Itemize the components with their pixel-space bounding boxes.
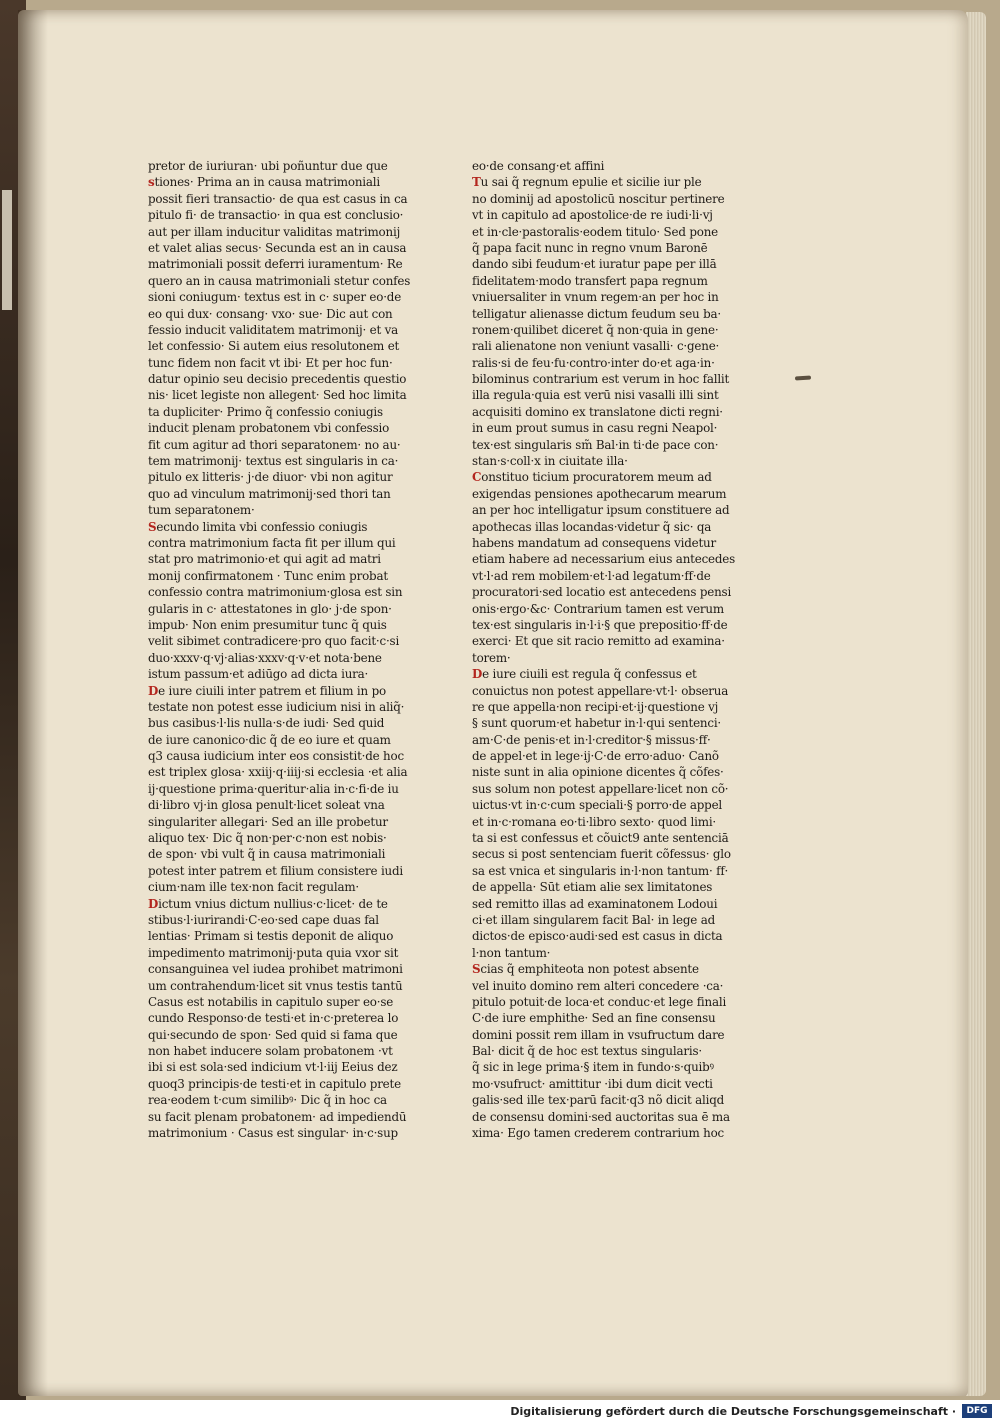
text-line: tem matrimonij· textus est singularis in ca·: [148, 454, 399, 469]
text-line: bus casibus·l·lis nulla·s·de iudi· Sed quid: [148, 716, 385, 731]
text-line: matrimoniali possit deferri iuramentum· Re: [148, 257, 403, 272]
text-line: fessio inducit validitatem matrimonij· et va: [148, 322, 399, 337]
text-line: nis· licet legiste non allegent· Sed hoc limita: [148, 388, 407, 403]
text-line: stibus·l·iurirandi·C·eo·sed cape duas fal: [148, 912, 379, 927]
text-line: ralis·si de feu·fu·contro·inter do·et aga·in·: [472, 355, 715, 370]
text-line: tum separatonem·: [148, 503, 255, 518]
text-line: istum passum·et adiūgo ad dicta iura·: [148, 667, 369, 682]
text-line: eo·de consang·et affini: [472, 159, 605, 173]
text-line: [472, 469, 737, 485]
text-line: fidelitatem·modo transfert papa regnum: [472, 273, 708, 288]
text-line: niste sunt in alia opinione dicentes q̃ cõfes·: [472, 765, 724, 780]
text-line: sioni coniugum· textus est in c· super eo·de: [148, 290, 402, 305]
text-line: stat pro matrimonio·et qui agit ad matri: [148, 552, 381, 567]
right-text-column: [472, 158, 737, 1141]
text-line: acquisiti domino ex translatone dicti regni·: [472, 404, 723, 419]
text-line: xima· Ego tamen crederem contrarium hoc: [472, 1126, 724, 1141]
text-line: de consensu domini·sed auctoritas sua ē ma: [472, 1109, 730, 1124]
dfg-logo: DFG: [962, 1404, 992, 1418]
text-line: potest inter patrem et filium consistere iudi: [148, 863, 404, 878]
text-line: illa regula·quia est verū nisi vasalli illi sint: [472, 388, 719, 403]
text-line: quero an in causa matrimoniali stetur confes: [148, 273, 411, 288]
text-line: qui·secundo de spon· Sed quid si fama que: [148, 1027, 398, 1042]
text-line: et in·cle·pastoralis·eodem titulo· Sed pone: [472, 224, 718, 239]
text-line: tex·est singularis sm̃ Bal·in ti·de pace con·: [472, 437, 719, 452]
text-line: stan·s·coll·x in ciuitate illa·: [472, 454, 628, 469]
text-line: habens mandatum ad consequens videtur: [472, 535, 716, 550]
text-line: exerci· Et que sit racio remitto ad examina·: [472, 634, 725, 649]
rubric-initial: S: [472, 962, 481, 977]
text-line: singulariter allegari· Sed an ille probetur: [148, 814, 388, 829]
rubric-initial: D: [148, 896, 159, 911]
text-line: testate non potest esse iudicium nisi in aliq̃·: [148, 699, 405, 714]
line-text: cias q̃ emphiteota non potest absente: [480, 962, 699, 977]
text-line: gularis in c· attestatones in glo· j·de spon·: [148, 601, 392, 616]
text-line: torem·: [472, 650, 511, 665]
text-line: lentias· Primam si testis deponit de aliquo: [148, 929, 394, 944]
text-line: mo·vsufruct· amittitur ·ibi dum dicit vecti: [472, 1076, 713, 1091]
text-line: etiam habere ad necessarium eius antecedes: [472, 552, 736, 567]
page-edges: [966, 12, 986, 1396]
text-line: apothecas illas locandas·videtur q̃ sic· qa: [472, 519, 712, 534]
text-line: q̃ papa facit nunc in regno vnum Baronē: [472, 240, 708, 255]
text-line: q3 causa iudicium inter eos consistit·de hoc: [148, 749, 404, 764]
text-line: procuratori·sed locatio est antecedens pensi: [472, 585, 732, 600]
text-line: let confessio· Si autem eius resolutonem et: [148, 339, 400, 354]
text-line: am·C·de penis·et in·l·creditor·§ missus·ff·: [472, 732, 711, 747]
text-line: confessio contra matrimonium·glosa est sin: [148, 585, 403, 600]
text-line: non habet inducere solam probatonem ·vt: [148, 1044, 393, 1059]
rubric-initial: S: [148, 519, 157, 534]
text-line: galis·sed ille tex·parū facit·q3 nõ dicit aliqd: [472, 1093, 725, 1108]
text-line: no dominij ad apostolicū noscitur pertinere: [472, 191, 725, 206]
text-line: contra matrimonium facta fit per illum qui: [148, 535, 396, 550]
text-line: eo qui dux· consang· vxo· sue· Dic aut con: [148, 306, 393, 321]
text-line: di·libro vj·in glosa penult·licet soleat vna: [148, 798, 385, 813]
text-line: uictus·vt in·c·cum speciali·§ porro·de appel: [472, 798, 723, 813]
rubric-initial: C: [472, 470, 482, 485]
text-line: onis·ergo·&c· Contrarium tamen est verum: [472, 601, 724, 616]
text-line: rali alienatone non veniunt vasalli· c·gene·: [472, 339, 720, 354]
text-line: tunc fidem non facit vt ibi· Et per hoc fun·: [148, 355, 393, 370]
text-line: re que appella·non recipi·et·ij·questione vj: [472, 699, 719, 714]
text-line: domini possit rem illam in vsufructum dare: [472, 1027, 725, 1042]
binding-label: [2, 190, 12, 310]
text-line: cundo Responso·de testi·et in·c·preterea lo: [148, 1011, 399, 1026]
text-line: [148, 896, 413, 912]
text-line: pretor de iuriuran· ubi poñuntur due que: [148, 159, 388, 173]
line-text: ecundo limita vbi confessio coniugis: [156, 519, 368, 534]
text-line: monij confirmatonem · Tunc enim probat: [148, 568, 388, 583]
text-line: aliquo tex· Dic q̃ non·per·c·non est nobis·: [148, 831, 387, 846]
text-line: q̃ sic in lege prima·§ item in fundo·s·quibꝰ: [472, 1060, 714, 1075]
text-line: ta si est confessus et cõuict9 ante sentenciā: [472, 831, 729, 846]
line-text: onstituo ticium procuratorem meum ad: [481, 470, 712, 485]
text-line: et in·c·romana eo·ti·libro sexto· quod limi·: [472, 814, 717, 829]
text-line: su facit plenam probatonem· ad impediendū: [148, 1109, 407, 1124]
text-line: et valet alias secus· Secunda est an in causa: [148, 240, 407, 255]
text-line: dictos·de episco·audi·sed est casus in dicta: [472, 929, 723, 944]
text-line: matrimonium · Casus est singular· in·c·sup: [148, 1126, 398, 1141]
text-line: possit fieri transactio· de qua est casus in ca: [148, 191, 408, 206]
text-line: vel inuito domino rem alteri concedere ·ca·: [472, 978, 724, 993]
text-line: [148, 519, 413, 535]
text-line: an per hoc intelligatur ipsum constituere ad: [472, 503, 730, 518]
text-line: fit cum agitur ad thori separatonem· no au·: [148, 437, 401, 452]
footer-credit: Digitalisierung gefördert durch die Deutsche Forschungsgemeinschaft ·: [510, 1405, 956, 1418]
text-line: [148, 683, 413, 699]
text-line: [148, 174, 413, 190]
line-text: ictum vnius dictum nullius·c·licet· de te: [158, 896, 388, 911]
text-line: ronem·quilibet diceret q̃ non·quia in gene·: [472, 322, 719, 337]
text-line: § sunt quorum·et habetur in·l·qui sentenci·: [472, 716, 722, 731]
text-line: impedimento matrimonij·puta quia vxor sit: [148, 945, 399, 960]
text-line: tex·est singularis in·l·i·§ que prepositio·ff·de: [472, 617, 728, 632]
text-line: C·de iure emphithe· Sed an fine consensu: [472, 1011, 716, 1026]
text-line: duo·xxxv·q·vj·alias·xxxv·q·v·et nota·bene: [148, 650, 382, 665]
text-line: pitulo ex litteris· j·de diuor· vbi non agitur: [148, 470, 393, 485]
text-line: de spon· vbi vult q̃ in causa matrimoniali: [148, 847, 386, 862]
text-line: [472, 961, 737, 977]
text-line: secus si post sentenciam fuerit cõfessus· glo: [472, 847, 731, 862]
line-text: e iure ciuili inter patrem et filium in po: [158, 683, 386, 698]
text-line: telligatur alienasse dictum feudum seu ba·: [472, 306, 721, 321]
text-line: bilominus contrarium est verum in hoc fallit: [472, 372, 730, 387]
text-line: um contrahendum·licet sit vnus testis tantū: [148, 978, 403, 993]
text-line: Casus est notabilis in capitulo super eo·se: [148, 994, 394, 1009]
line-text: e iure ciuili est regula q̃ confessus et: [482, 667, 697, 682]
text-line: de appella· Sūt etiam alie sex limitatones: [472, 880, 713, 895]
text-line: quo ad vinculum matrimonij·sed thori tan: [148, 486, 391, 501]
text-line: vt in capitulo ad apostolice·de re iudi·li·vj: [472, 208, 713, 223]
text-line: de iure canonico·dic q̃ de eo iure et quam: [148, 732, 391, 747]
text-line: sed remitto illas ad examinatonem Lodoui: [472, 896, 718, 911]
text-line: exigendas pensiones apothecarum mearum: [472, 486, 727, 501]
text-line: dando sibi feudum·et iuratur pape per illā: [472, 257, 717, 272]
text-line: ij·questione prima·queritur·alia in·c·fi·de iu: [148, 781, 399, 796]
text-line: consanguinea vel iudea prohibet matrimoni: [148, 962, 403, 977]
text-line: ibi si est sola·sed indicium vt·l·iij Eeius dez: [148, 1060, 398, 1075]
text-line: rea·eodem t·cum similibꝰ· Dic q̃ in hoc ca: [148, 1093, 387, 1108]
spine-shadow: [18, 10, 48, 1396]
text-line: de appel·et in lege·ij·C·de erro·aduo· Canõ: [472, 749, 719, 764]
text-line: [472, 174, 737, 190]
text-line: ci·et illam singularem facit Bal· in lege ad: [472, 912, 715, 927]
text-line: l·non tantum·: [472, 945, 551, 960]
text-line: pitulo potuit·de loca·et conduc·et lege finali: [472, 994, 727, 1009]
text-line: in eum prout sumus in casu regni Neapol·: [472, 421, 718, 436]
text-line: aut per illam inducitur validitas matrimonij: [148, 224, 401, 239]
text-line: ta dupliciter· Primo q̃ confessio coniugis: [148, 404, 383, 419]
line-text: tiones· Prima an in causa matrimoniali: [154, 175, 380, 190]
rubric-initial: s: [148, 175, 155, 190]
text-line: sus solum non potest appellare·licet non cõ·: [472, 781, 729, 796]
text-line: vniuersaliter in vnum regem·an per hoc in: [472, 290, 719, 305]
text-line: velit sibimet contradicere·pro quo facit·c·si: [148, 634, 400, 649]
rubric-initial: T: [472, 175, 481, 190]
text-line: est triplex glosa· xxiij·q·iiij·si ecclesia ·et alia: [148, 765, 408, 780]
text-line: conuictus non potest appellare·vt·l· obserua: [472, 683, 729, 698]
text-line: Bal· dicit q̃ de hoc est textus singularis·: [472, 1044, 702, 1059]
text-line: datur opinio seu decisio precedentis questio: [148, 372, 407, 387]
text-line: vt·l·ad rem mobilem·et·l·ad legatum·ff·de: [472, 568, 711, 583]
left-text-column: [148, 158, 413, 1141]
text-line: cium·nam ille tex·non facit regulam·: [148, 880, 360, 895]
text-line: [472, 666, 737, 682]
text-line: impub· Non enim presumitur tunc q̃ quis: [148, 617, 387, 632]
text-line: inducit plenam probatonem vbi confessio: [148, 421, 390, 436]
line-text: u sai q̃ regnum epulie et sicilie iur ple: [480, 175, 702, 190]
text-line: quoq3 principis·de testi·et in capitulo prete: [148, 1076, 401, 1091]
rubric-initial: D: [148, 683, 159, 698]
text-line: pitulo fi· de transactio· in qua est conclusio·: [148, 208, 404, 223]
text-line: sa est vnica et singularis in·l·non tantum· ff·: [472, 863, 729, 878]
rubric-initial: D: [472, 667, 483, 682]
